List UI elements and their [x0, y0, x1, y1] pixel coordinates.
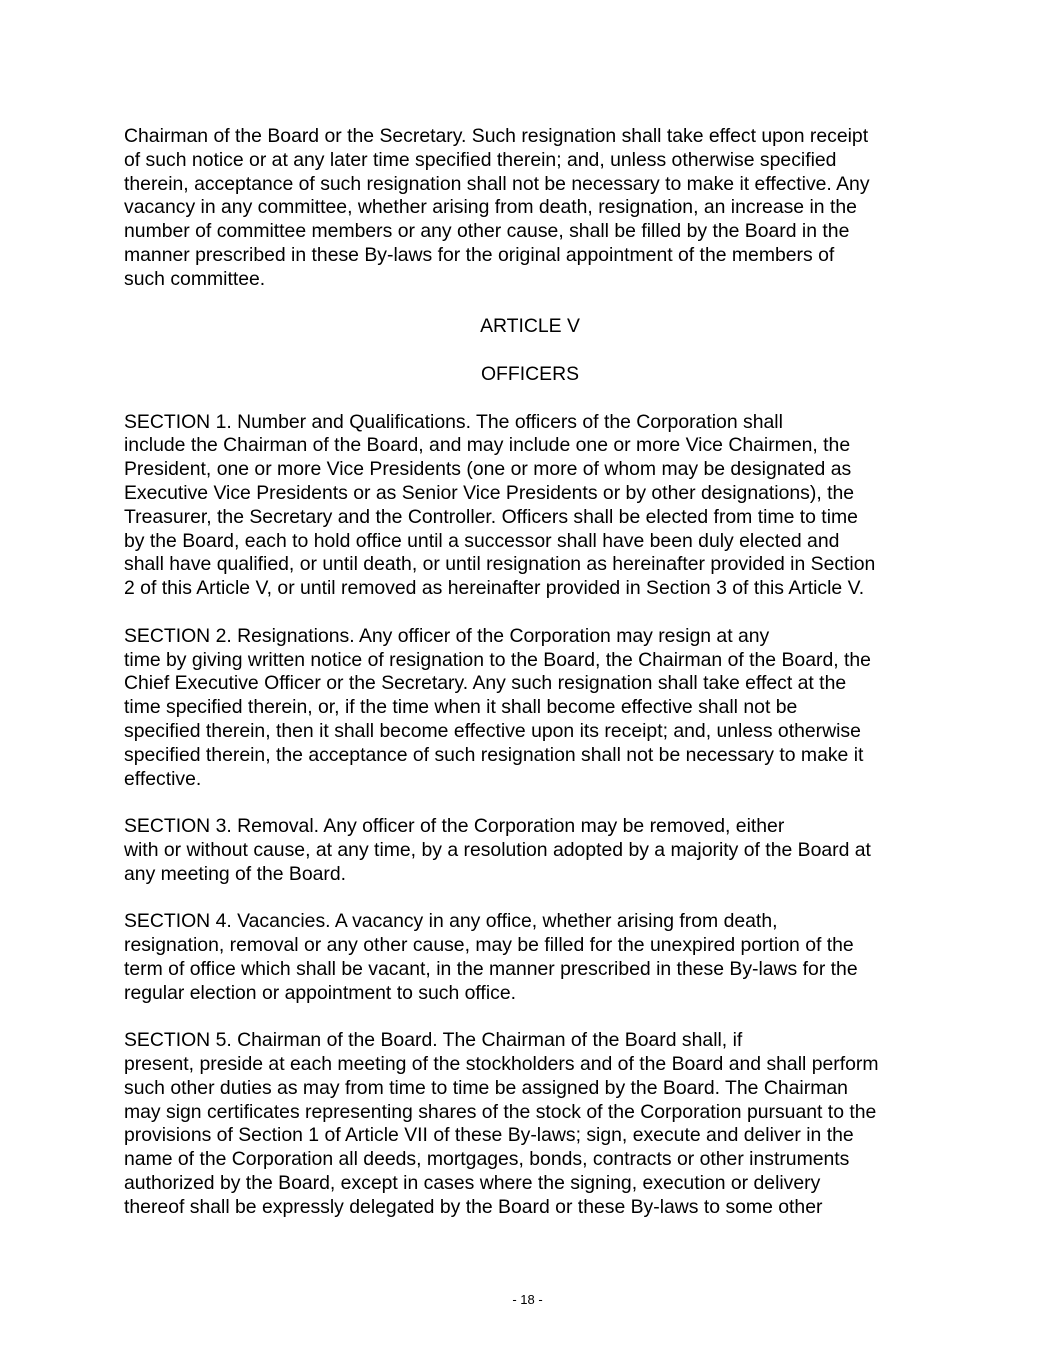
section-5-paragraph: SECTION 5. Chairman of the Board. The Chairman of the Board shall, if present, preside at each meeting of the stockholders and of the Board and shall perform such other duties as may from time to time be assigned by the Board. The Chairman may sign certificates representing shares of the stock of the Corporation pursuant to the provisions of Section 1 of Article VII of these By-laws; sign, execute and deliver in the name of the Corporation all deeds, mortgages, bonds, contracts or other instruments authorized by the Board, except in cases where the signing, execution or delivery thereof shall be expressly delegated by the Board or these By-laws to some other	[124, 1029, 879, 1218]
document-page	[124, 125, 936, 1243]
article-title: OFFICERS	[480, 362, 580, 385]
section-4-paragraph: SECTION 4. Vacancies. A vacancy in any office, whether arising from death, resignation, removal or any other cause, may be filled for the unexpired portion of the term of office which shall be vacant, in the manner prescribed in these By-laws for the regular election or appointment to such office.	[124, 910, 858, 1004]
section-1-paragraph: SECTION 1. Number and Qualifications. The officers of the Corporation shall include the Chairman of the Board, and may include one or more Vice Chairmen, the President, one or more Vice Presidents (one or more of whom may be designated as Executive Vice Presidents or as Senior Vice Presidents or by other designations), the Treasurer, the Secretary and the Controller. Officers shall be elected from time to time by the Board, each to hold office until a successor shall have been duly elected and shall have qualified, or until death, or until resignation as hereinafter provided in Section 2 of this Article V, or until removed as hereinafter provided in Section 3 of this Article V.	[124, 410, 876, 600]
continuation-paragraph: Chairman of the Board or the Secretary. Such resignation shall take effect upon receipt of such notice or at any later time specified therein; and, unless otherwise specified therein, acceptance of such resignation shall not be necessary to make it effective. Any vacancy in any committee, whether arising from death, resignation, an increase in the number of committee members or any other cause, shall be filled by the Board in the manner prescribed in these By-laws for the original appointment of the members of such committee.	[124, 125, 870, 290]
section-3-paragraph: SECTION 3. Removal. Any officer of the Corporation may be removed, either with or without cause, at any time, by a resolution adopted by a majority of the Board at any meeting of the Board.	[124, 815, 871, 885]
section-2-paragraph: SECTION 2. Resignations. Any officer of the Corporation may resign at any time by giving written notice of resignation to the Board, the Chairman of the Board, the Chief Executive Officer or the Secretary. Any such resignation shall take effect at the time specified therein, or, if the time when it shall become effective shall not be specified therein, then it shall become effective upon its receipt; and, unless otherwise specified therein, the acceptance of such resignation shall not be necessary to make it effective.	[124, 624, 871, 790]
page-number: - 18 -	[512, 1292, 543, 1307]
article-number: ARTICLE V	[480, 315, 580, 338]
